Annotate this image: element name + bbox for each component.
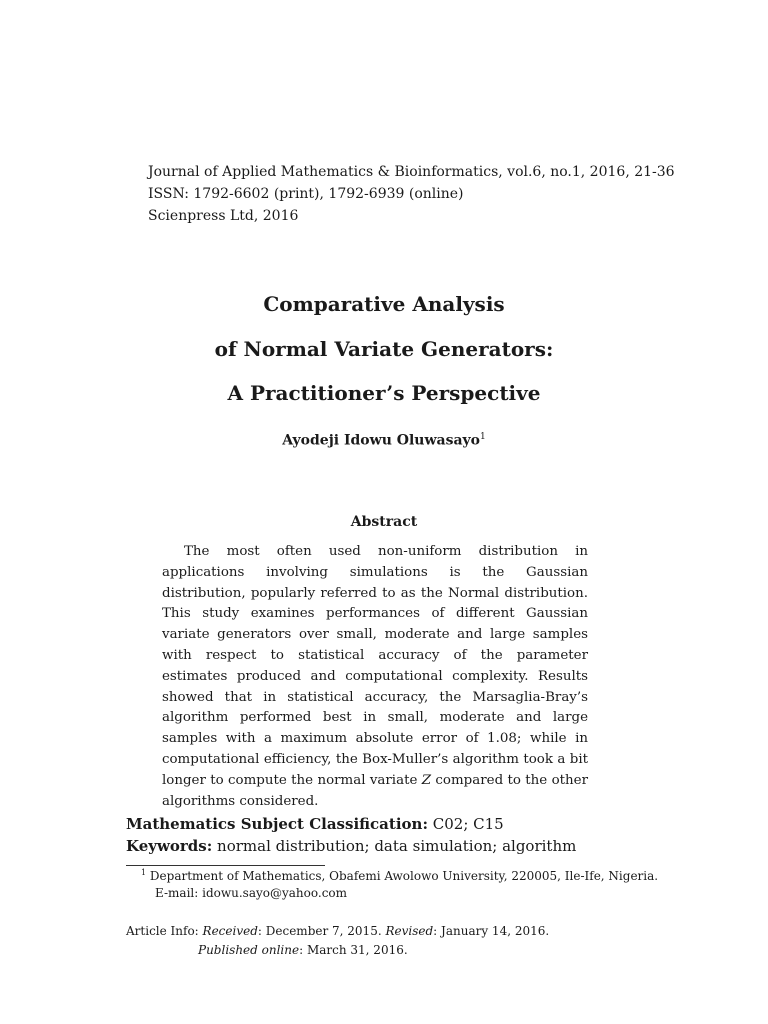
article-info [126, 924, 549, 938]
article-info-published [198, 943, 408, 957]
affiliation-text: Department of Mathematics, Obafemi Awolowo University, 220005, Ile-Ife, Nigeria. [149, 869, 659, 883]
footnote-rule [126, 865, 325, 866]
received-label: Received [202, 924, 258, 938]
received-date: : December 7, 2015. [257, 924, 382, 938]
abstract-text-part-2: compared to the other algorithms considered. [162, 772, 588, 809]
footnote-mark: 1 [141, 868, 147, 877]
paper-title-line-1: Comparative Analysis [263, 292, 505, 316]
published-label: Published online [198, 943, 300, 957]
footnote-affiliation [141, 868, 658, 883]
journal-citation: Journal of Applied Mathematics & Bioinformatics, vol.6, no.1, 2016, 21-36 [148, 164, 675, 180]
footnote-email: E-mail: idowu.sayo@yahoo.com [155, 886, 348, 900]
article-info-prefix: Article Info: [126, 924, 199, 938]
author [0, 432, 768, 449]
revised-label: Revised [385, 924, 434, 938]
msc-value: C02; C15 [432, 815, 504, 833]
keywords-label: Keywords: [126, 837, 213, 855]
revised-date: : January 14, 2016. [433, 924, 550, 938]
author-name: Ayodeji Idowu Oluwasayo [282, 432, 480, 449]
journal-publisher: Scienpress Ltd, 2016 [148, 208, 299, 224]
keywords-value: normal distribution; data simulation; algorithm [217, 837, 577, 855]
abstract-text-part-1: The most often used non-uniform distribution in applications involving simulations is the Gaussian distribution, popularly referred to as the Normal distribution. This study examines performances of different Gaussian variate generators over small, moderate and large samples with respect to statistical accuracy of the parameter estimates produced and computational complexity. Results showed that in statistical accuracy, the Marsaglia-Bray’s algorithm performed best in small, moderate and large samples with a maximum absolute error of 1.08; while in computational efficiency, the Box-Muller’s algorithm took a bit longer to compute the normal variate [162, 544, 588, 788]
abstract-heading: Abstract [350, 514, 418, 530]
keywords [126, 837, 576, 855]
paper-title-line-3: A Practitioner’s Perspective [227, 381, 541, 405]
abstract-body [162, 542, 588, 812]
subject-classification [126, 815, 504, 833]
journal-issn: ISSN: 1792-6602 (print), 1792-6939 (online) [148, 186, 464, 202]
msc-label: Mathematics Subject Classification: [126, 815, 428, 833]
author-footnote-mark: 1 [480, 432, 486, 442]
published-date: : March 31, 2016. [299, 943, 408, 957]
abstract-variable-z: Z [421, 772, 432, 788]
paper-title-line-2: of Normal Variate Generators: [214, 337, 554, 361]
